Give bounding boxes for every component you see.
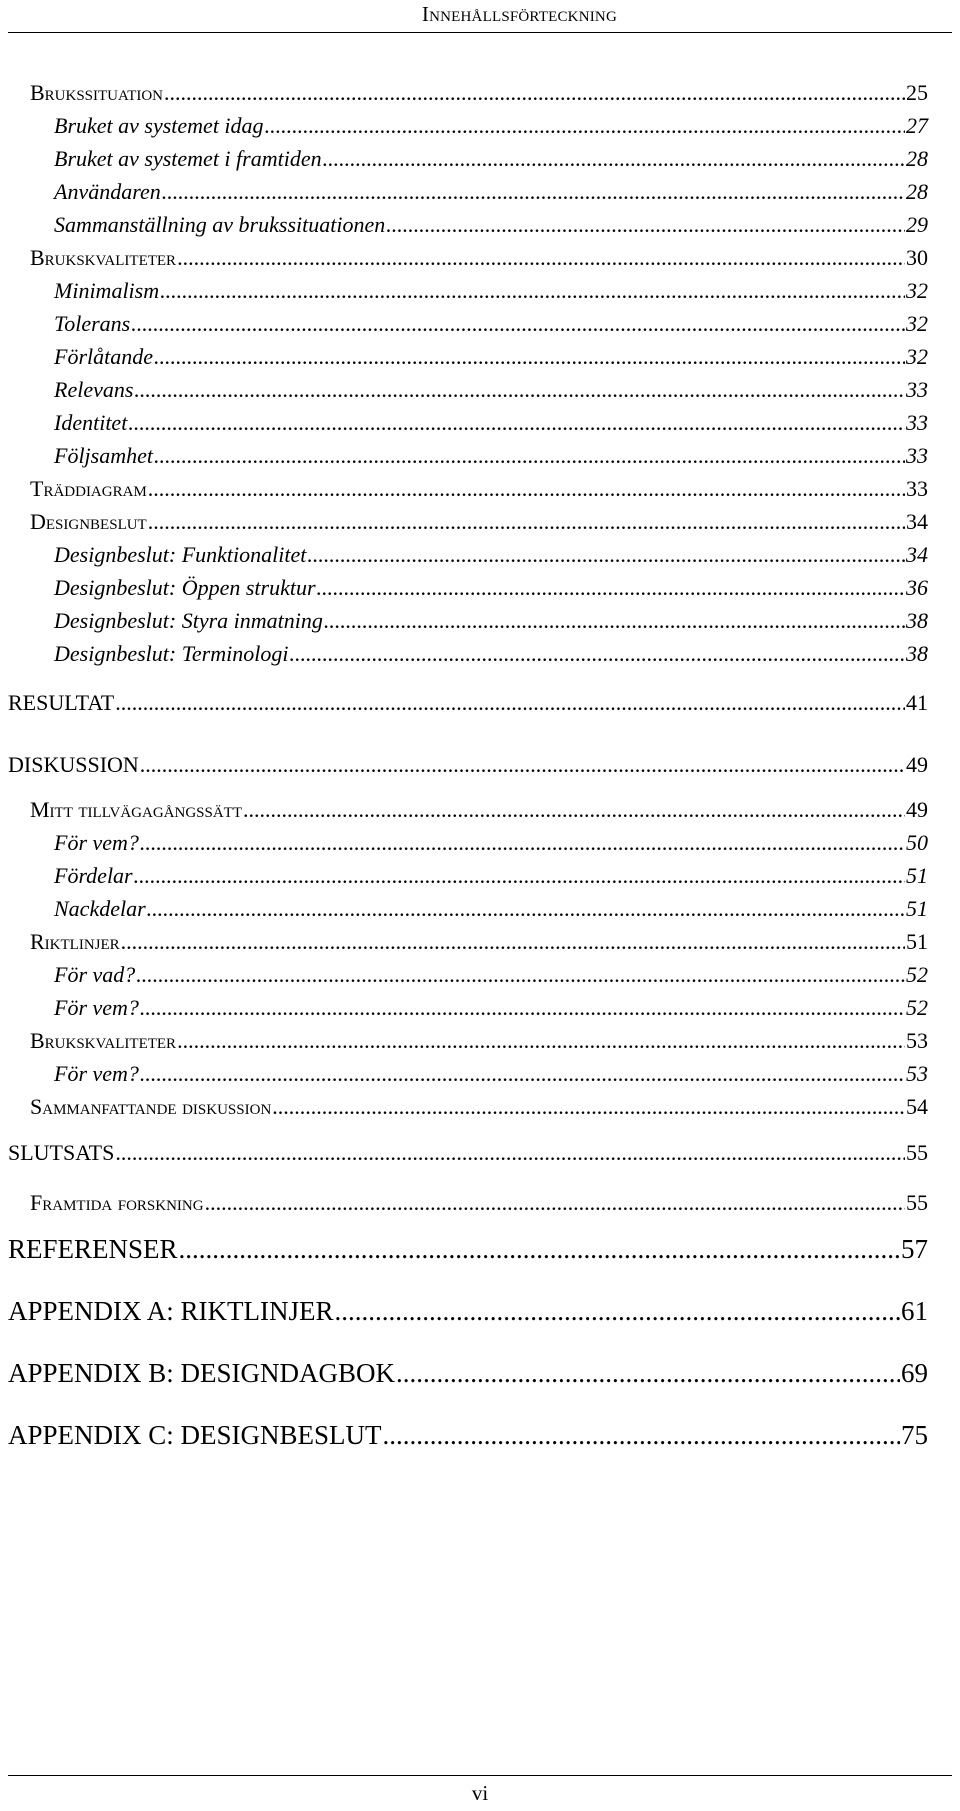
toc-entry-foljsamhet[interactable]: [54, 443, 928, 469]
toc-entry-page: 51: [906, 863, 928, 888]
toc-entry-page: 29: [906, 212, 928, 237]
footer-rule: [8, 1775, 952, 1776]
toc-entry-page: 36: [906, 575, 928, 600]
toc-leader-dots: [136, 962, 905, 988]
toc-entry-designbeslut-styra-inmatning[interactable]: [54, 608, 928, 634]
toc-entry-identitet[interactable]: [54, 410, 928, 436]
toc-entry-label: För vem?: [54, 995, 139, 1020]
toc-leader-dots: [147, 896, 905, 922]
toc-leader-dots: [154, 344, 905, 370]
toc-entry-label: Följsamhet: [54, 443, 153, 468]
toc-entry-bruket-idag[interactable]: [54, 113, 928, 139]
toc-entry-bruket-framtiden[interactable]: [54, 146, 928, 172]
page-header: [0, 0, 960, 36]
toc-leader-dots: [317, 575, 905, 601]
header-rule: [8, 32, 952, 33]
toc-leader-dots: [164, 80, 905, 106]
toc-entry-page: 28: [906, 179, 928, 204]
toc-leader-dots: [121, 929, 905, 955]
toc-entry-page: 50: [906, 830, 928, 855]
toc-entry-page: 55: [906, 1190, 928, 1215]
toc-entry-for-vem-1[interactable]: [54, 830, 928, 856]
toc-leader-dots: [265, 113, 905, 139]
toc-leader-dots: [131, 311, 905, 337]
toc-leader-dots: [335, 1296, 900, 1327]
toc-leader-dots: [289, 641, 905, 667]
toc-entry-slutsats[interactable]: [8, 1140, 928, 1166]
toc-entry-brukskvaliteter[interactable]: [30, 245, 928, 271]
toc-leader-dots: [140, 995, 905, 1021]
toc-entry-page: 33: [906, 410, 928, 435]
toc-entry-label: Förlåtande: [54, 344, 153, 369]
toc-entry-page: 32: [906, 344, 928, 369]
toc-entry-label: För vad?: [54, 962, 136, 987]
toc-entry-label: SLUTSATS: [8, 1140, 115, 1165]
toc-entry-label: APPENDIX C: DESIGNBESLUT: [8, 1420, 382, 1450]
toc-entry-page: 51: [906, 896, 928, 921]
toc-leader-dots: [323, 146, 905, 172]
toc-entry-page: 69: [901, 1358, 928, 1388]
toc-entry-label: Identitet: [54, 410, 128, 435]
page-number: vi: [471, 1781, 489, 1805]
toc-leader-dots: [179, 1234, 900, 1265]
toc-entry-appendix-c[interactable]: [8, 1420, 928, 1451]
toc-entry-nackdelar[interactable]: [54, 896, 928, 922]
toc-entry-label: Riktlinjer: [30, 929, 120, 954]
toc-leader-dots: [128, 410, 905, 436]
toc-entry-for-vem-2[interactable]: [54, 995, 928, 1021]
toc-entry-designbeslut-oppen-struktur[interactable]: [54, 575, 928, 601]
toc-leader-dots: [272, 1094, 905, 1120]
toc-leader-dots: [160, 278, 905, 304]
toc-entry-mitt-tillvagagangssatt[interactable]: [30, 797, 928, 823]
toc-entry-page: 38: [906, 608, 928, 633]
toc-entry-label: Framtida forskning: [30, 1190, 204, 1215]
toc-entry-label: Sammanfattande diskussion: [30, 1094, 272, 1119]
toc-leader-dots: [243, 797, 905, 823]
toc-leader-dots: [307, 542, 905, 568]
toc-entry-sammanstallning[interactable]: [54, 212, 928, 238]
toc-entry-page: 33: [906, 443, 928, 468]
toc-entry-tolerans[interactable]: [54, 311, 928, 337]
toc-entry-page: 27: [906, 113, 928, 138]
toc-entry-for-vad[interactable]: [54, 962, 928, 988]
toc-entry-appendix-a[interactable]: [8, 1296, 928, 1327]
toc-entry-page: 41: [906, 690, 928, 715]
toc-entry-page: 75: [901, 1420, 928, 1450]
toc-entry-label: APPENDIX A: RIKTLINJER: [8, 1296, 334, 1326]
toc-leader-dots: [177, 1028, 905, 1054]
toc-entry-sammanfattande-diskussion[interactable]: [30, 1094, 928, 1120]
toc-entry-label: Relevans: [54, 377, 134, 402]
toc-entry-designbeslut-funktionalitet[interactable]: [54, 542, 928, 568]
toc-entry-label: Användaren: [54, 179, 161, 204]
toc-leader-dots: [205, 1190, 905, 1216]
toc-entry-page: 38: [906, 641, 928, 666]
toc-entry-resultat[interactable]: [8, 690, 928, 716]
toc-entry-label: Tolerans: [54, 311, 131, 336]
toc-leader-dots: [162, 179, 905, 205]
toc-entry-label: DISKUSSION: [8, 752, 139, 777]
toc-leader-dots: [140, 830, 905, 856]
toc-entry-diskussion[interactable]: [8, 752, 928, 778]
toc-entry-page: 30: [906, 245, 928, 270]
toc-entry-page: 49: [906, 797, 928, 822]
toc-leader-dots: [115, 1140, 905, 1166]
toc-entry-label: RESULTAT: [8, 690, 115, 715]
toc-entry-framtida-forskning[interactable]: [30, 1190, 928, 1216]
toc-entry-label: Designbeslut: [30, 509, 147, 534]
toc-entry-label: Brukskvaliteter: [30, 1028, 177, 1053]
toc-entry-label: Minimalism: [54, 278, 160, 303]
toc-entry-relevans[interactable]: [54, 377, 928, 403]
toc-leader-dots: [396, 1358, 900, 1389]
toc-entry-page: 54: [906, 1094, 928, 1119]
toc-entry-label: Mitt tillvägagångssätt: [30, 797, 242, 822]
toc-entry-label: Designbeslut: Styra inmatning: [54, 608, 323, 633]
toc-entry-label: Nackdelar: [54, 896, 146, 921]
toc-entry-appendix-b[interactable]: [8, 1358, 928, 1389]
toc-entry-brukskvaliteter-2[interactable]: [30, 1028, 928, 1054]
toc-entry-page: 33: [906, 377, 928, 402]
toc-entry-riktlinjer[interactable]: [30, 929, 928, 955]
toc-entry-label: APPENDIX B: DESIGNDAGBOK: [8, 1358, 396, 1388]
toc-entry-label: Träddiagram: [30, 476, 147, 501]
toc-entry-fordelar[interactable]: [54, 863, 928, 889]
toc-entry-label: Designbeslut: Funktionalitet: [54, 542, 307, 567]
toc-entry-page: 55: [906, 1140, 928, 1165]
toc-entry-referenser[interactable]: [8, 1234, 928, 1265]
toc-entry-page: 32: [906, 311, 928, 336]
toc-leader-dots: [115, 690, 905, 716]
toc-entry-label: För vem?: [54, 1061, 139, 1086]
toc-leader-dots: [134, 377, 905, 403]
toc-entry-page: 51: [906, 929, 928, 954]
toc-entry-label: Brukskvaliteter: [30, 245, 177, 270]
toc-leader-dots: [148, 509, 905, 535]
toc-entry-designbeslut-terminologi[interactable]: [54, 641, 928, 667]
toc-leader-dots: [154, 443, 905, 469]
toc-entry-page: 52: [906, 962, 928, 987]
toc-entry-label: Designbeslut: Terminologi: [54, 641, 289, 666]
toc-entry-label: Designbeslut: Öppen struktur: [54, 575, 316, 600]
toc-leader-dots: [383, 1420, 900, 1451]
toc-entry-page: 53: [906, 1028, 928, 1053]
toc-entry-label: REFERENSER: [8, 1234, 178, 1264]
toc-entry-designbeslut[interactable]: [30, 509, 928, 535]
toc-entry-forlatande[interactable]: [54, 344, 928, 370]
toc-entry-label: Bruket av systemet i framtiden: [54, 146, 322, 171]
toc-entry-page: 61: [901, 1296, 928, 1326]
toc-entry-label: Fördelar: [54, 863, 133, 888]
toc-entry-label: För vem?: [54, 830, 139, 855]
toc-leader-dots: [386, 212, 905, 238]
toc-entry-page: 34: [906, 542, 928, 567]
toc-leader-dots: [134, 863, 905, 889]
toc-leader-dots: [148, 476, 905, 502]
toc-entry-page: 33: [906, 476, 928, 501]
toc-entry-label: Sammanställning av brukssituationen: [54, 212, 386, 237]
toc-leader-dots: [140, 1061, 905, 1087]
toc-entry-page: 53: [906, 1061, 928, 1086]
toc-entry-minimalism[interactable]: [54, 278, 928, 304]
toc-leader-dots: [324, 608, 905, 634]
toc-entry-page: 32: [906, 278, 928, 303]
toc-entry-page: 25: [906, 80, 928, 105]
toc-entry-page: 28: [906, 146, 928, 171]
toc-entry-label: Brukssituation: [30, 80, 164, 105]
toc-entry-page: 49: [906, 752, 928, 777]
toc-entry-anvandaren[interactable]: [54, 179, 928, 205]
toc-leader-dots: [177, 245, 905, 271]
toc-entry-for-vem-3[interactable]: [54, 1061, 928, 1087]
toc-entry-brukssituation[interactable]: [30, 80, 928, 106]
header-title: Innehållsförteckning: [421, 2, 617, 26]
toc-entry-page: 34: [906, 509, 928, 534]
toc-entry-page: 52: [906, 995, 928, 1020]
toc-leader-dots: [140, 752, 905, 778]
toc-entry-traddiagram[interactable]: [30, 476, 928, 502]
toc-entry-page: 57: [901, 1234, 928, 1264]
toc-entry-label: Bruket av systemet idag: [54, 113, 264, 138]
